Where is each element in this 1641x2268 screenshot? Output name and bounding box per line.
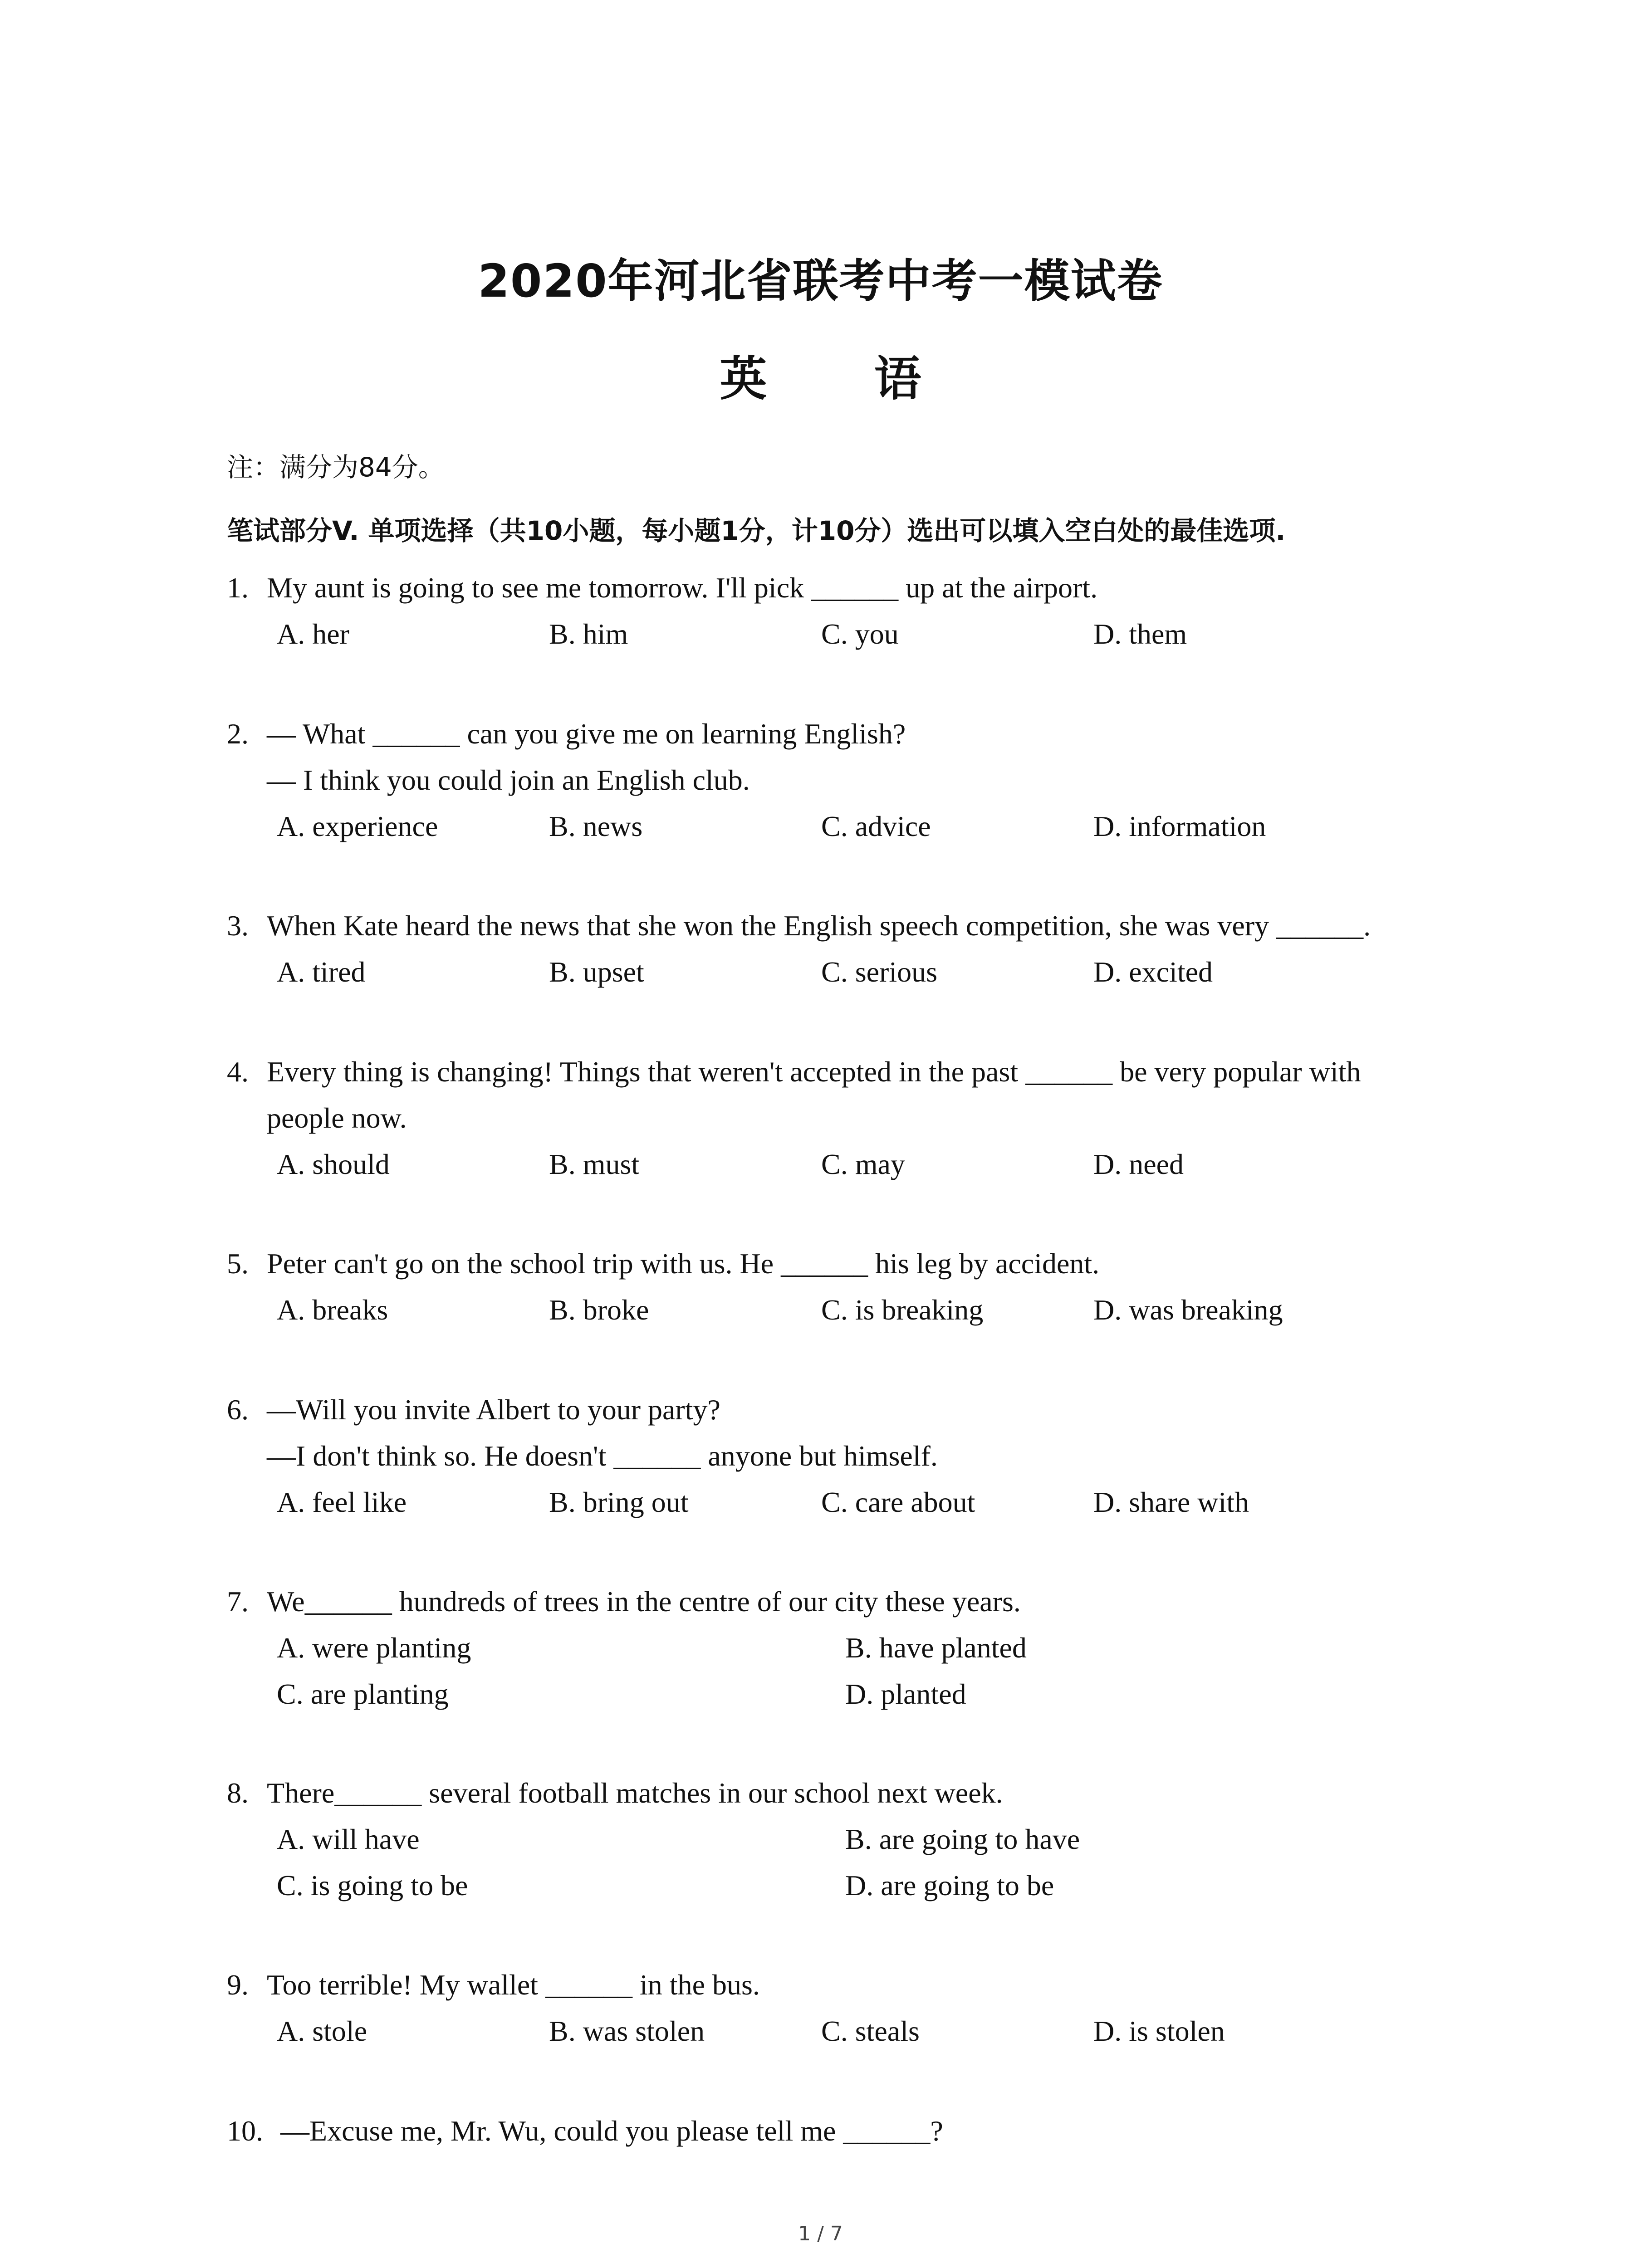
options-row [277, 2008, 1452, 2054]
question-number: 4. [227, 1056, 249, 1088]
option-a[interactable]: A. breaks [277, 1294, 388, 1326]
question-10 [227, 2108, 1452, 2154]
question-number: 5. [227, 1247, 249, 1280]
question-text: —Excuse me, Mr. Wu, could you please tell me ______? [280, 2115, 943, 2147]
question-number: 10. [227, 2115, 263, 2147]
question-text: When Kate heard the news that she won the English speech competition, she was very ______. [267, 909, 1371, 942]
options-row [277, 1862, 1452, 1909]
option-d[interactable]: D. need [1093, 1148, 1184, 1180]
question-text: We______ hundreds of trees in the centre of our city these years. [267, 1585, 1021, 1618]
question-4 [227, 1049, 1452, 1188]
question-5 [227, 1241, 1452, 1333]
question-stem [227, 1962, 1452, 2008]
options-row [277, 611, 1452, 657]
question-2 [227, 711, 1452, 850]
question-stem [227, 2108, 1452, 2154]
option-c[interactable]: C. may [821, 1148, 905, 1180]
option-a[interactable]: A. tired [277, 956, 366, 988]
question-stem [227, 1241, 1452, 1287]
question-stem-line-2 [227, 757, 1452, 803]
option-d[interactable]: D. was breaking [1093, 1294, 1283, 1326]
option-b[interactable]: B. are going to have [845, 1823, 1080, 1855]
question-text: Every thing is changing! Things that weren't accepted in the past ______ be very popular with [267, 1056, 1361, 1088]
score-note: 注：满分为84分。 [227, 452, 445, 483]
option-a[interactable]: A. experience [277, 810, 438, 842]
option-a[interactable]: A. were planting [277, 1632, 471, 1664]
option-b[interactable]: B. upset [549, 956, 644, 988]
option-a[interactable]: A. should [277, 1148, 390, 1180]
question-stem [227, 1387, 1452, 1433]
option-b[interactable]: B. have planted [845, 1632, 1027, 1664]
question-text: —I don't think so. He doesn't ______ anyone but himself. [267, 1440, 938, 1472]
option-b[interactable]: B. news [549, 810, 643, 842]
options-row [277, 949, 1452, 995]
question-text: There______ several football matches in our school next week. [267, 1777, 1003, 1809]
option-b[interactable]: B. him [549, 618, 628, 650]
option-c[interactable]: C. you [821, 618, 899, 650]
option-d[interactable]: D. them [1093, 618, 1187, 650]
options-row [277, 1479, 1452, 1525]
options-row [277, 1816, 1452, 1862]
option-c[interactable]: C. is breaking [821, 1294, 984, 1326]
options-row [277, 803, 1452, 850]
question-9 [227, 1962, 1452, 2054]
option-b[interactable]: B. must [549, 1148, 640, 1180]
question-3 [227, 903, 1452, 995]
question-text: Too terrible! My wallet ______ in the bus. [267, 1969, 760, 2001]
question-text: My aunt is going to see me tomorrow. I'll pick ______ up at the airport. [267, 572, 1098, 604]
option-c[interactable]: C. are planting [277, 1678, 449, 1710]
question-number: 3. [227, 909, 249, 942]
question-stem-line-2 [227, 1433, 1452, 1479]
option-b[interactable]: B. broke [549, 1294, 649, 1326]
question-text: Peter can't go on the school trip with us. He ______ his leg by accident. [267, 1247, 1100, 1280]
section-heading: 笔试部分V. 单项选择（共10小题，每小题1分，计10分）选出可以填入空白处的最佳选项. [227, 515, 1286, 546]
option-d[interactable]: D. are going to be [845, 1869, 1054, 1901]
option-d[interactable]: D. excited [1093, 956, 1213, 988]
option-b[interactable]: B. bring out [549, 1486, 689, 1518]
option-c[interactable]: C. steals [821, 2015, 920, 2047]
question-7 [227, 1579, 1452, 1717]
question-text: — I think you could join an English club. [267, 764, 750, 796]
option-d[interactable]: D. is stolen [1093, 2015, 1225, 2047]
option-d[interactable]: D. planted [845, 1678, 966, 1710]
option-b[interactable]: B. was stolen [549, 2015, 705, 2047]
option-c[interactable]: C. advice [821, 810, 931, 842]
question-stem [227, 903, 1452, 949]
question-text: — What ______ can you give me on learning English? [267, 718, 906, 750]
question-stem [227, 1049, 1452, 1095]
question-stem [227, 1579, 1452, 1625]
options-row [277, 1287, 1452, 1333]
question-stem [227, 565, 1452, 611]
option-c[interactable]: C. is going to be [277, 1869, 468, 1901]
options-row [277, 1625, 1452, 1671]
question-text: —Will you invite Albert to your party? [267, 1393, 720, 1426]
question-text: people now. [267, 1102, 407, 1134]
question-number: 8. [227, 1777, 249, 1809]
option-a[interactable]: A. will have [277, 1823, 420, 1855]
question-number: 7. [227, 1585, 249, 1618]
option-c[interactable]: C. serious [821, 956, 937, 988]
question-stem-line-2 [227, 1095, 1452, 1141]
option-a[interactable]: A. her [277, 618, 349, 650]
question-number: 9. [227, 1969, 249, 2001]
question-1 [227, 565, 1452, 657]
question-stem [227, 711, 1452, 757]
option-d[interactable]: D. information [1093, 810, 1266, 842]
options-row [277, 1671, 1452, 1717]
subject-heading: 英 语 [720, 351, 967, 406]
question-6 [227, 1387, 1452, 1525]
option-d[interactable]: D. share with [1093, 1486, 1249, 1518]
question-number: 2. [227, 718, 249, 750]
option-c[interactable]: C. care about [821, 1486, 975, 1518]
question-number: 6. [227, 1393, 249, 1426]
option-a[interactable]: A. stole [277, 2015, 367, 2047]
exam-title: 2020年河北省联考中考一模试卷 [478, 254, 1163, 308]
page-indicator: 1 / 7 [798, 2222, 843, 2245]
question-stem [227, 1770, 1452, 1816]
question-8 [227, 1770, 1452, 1909]
options-row [277, 1141, 1452, 1188]
question-number: 1. [227, 572, 249, 604]
option-a[interactable]: A. feel like [277, 1486, 407, 1518]
